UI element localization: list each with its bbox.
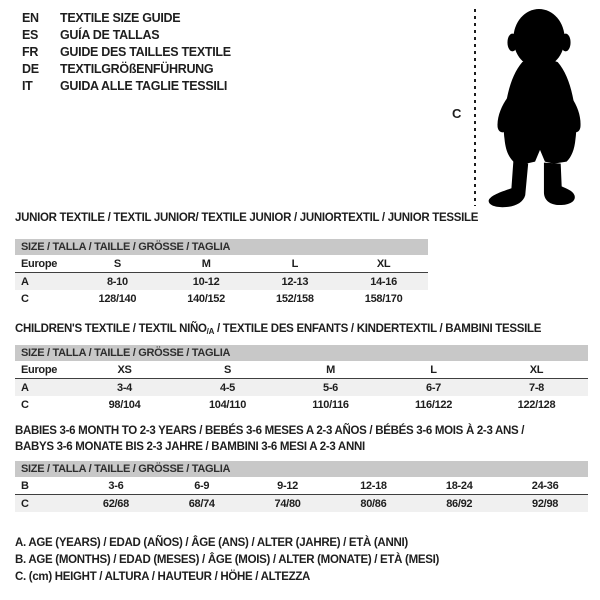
table-cell: 3-4 [73,379,176,397]
table-cell: S [113,257,121,270]
table-cell: 12-18 [360,479,387,492]
language-title: TEXTILE SIZE GUIDE [60,11,181,25]
row-label: C [15,495,73,513]
table-cell: 74/80 [245,495,331,513]
table-cell: 104/110 [208,398,247,411]
table-row-age-months [15,477,588,495]
language-code: IT [22,79,33,93]
junior-table-title: JUNIOR TEXTILE / TEXTIL JUNIOR/ TEXTILE JUNIOR / JUNIORTEXTIL / JUNIOR TESSILE [15,212,479,224]
table-row-age [15,273,428,291]
row-label: C [21,398,29,411]
language-row-it [22,78,231,95]
size-header-bar: SIZE / TALLA / TAILLE / GRÖSSE / TAGLIA [15,239,428,255]
title-part: / TEXTILE DES ENFANTS / KINDERTEXTIL / BAMBINI TESSILE [214,323,542,335]
table-cell: S [223,363,232,376]
language-code: EN [22,11,39,25]
legend-line-c: C. (cm) HEIGHT / ALTURA / HAUTEUR / HÖHE / ALTEZZA [15,571,311,583]
table-row-height [15,290,428,307]
table-cell: 122/128 [517,398,556,411]
table-cell: 10-12 [162,273,251,291]
babies-table-title [15,424,524,455]
babies-title-line2: BABYS 3-6 MONATE BIS 2-3 JAHRE / BAMBINI 3-6 MESI A 2-3 ANNI [15,440,365,453]
table-cell: XL [376,257,391,270]
language-code: FR [22,45,39,59]
table-cell: 5-6 [279,379,382,397]
table-cell: M [201,257,211,270]
table-cell: 4-5 [176,379,279,397]
table-cell: XS [117,363,132,376]
table-cell: 14-16 [339,273,428,291]
table-cell: 110/116 [312,398,349,411]
title-subscript: /A [206,327,215,336]
language-row-fr [22,44,231,61]
row-label: A [15,273,73,291]
row-label: Europe [21,363,58,376]
row-label: C [21,292,29,305]
size-header-bar: SIZE / TALLA / TAILLE / GRÖSSE / TAGLIA [15,461,588,477]
table-cell: 86/92 [416,495,502,513]
table-cell: 158/170 [364,292,403,305]
language-code: ES [22,28,39,42]
table-cell: 68/74 [159,495,245,513]
language-title: GUIDE DES TAILLES TEXTILE [60,45,231,59]
table-header-row [15,239,428,255]
table-cell: 3-6 [108,479,124,492]
table-cell: 116/122 [414,398,453,411]
table-row-age [15,379,588,397]
table-cell: L [291,257,299,270]
table-cell: 140/152 [187,292,225,305]
baby-silhouette-icon [482,5,598,208]
table-cell: 6-9 [194,479,210,492]
row-label: A [15,379,73,397]
babies-size-table [15,461,588,512]
table-cell: 12-13 [251,273,340,291]
legend-line-a: A. AGE (YEARS) / EDAD (AÑOS) / ÂGE (ANS) / ALTER (JAHRE) / ETÀ (ANNI) [15,537,408,549]
table-cell: 6-7 [382,379,485,397]
title-part: CHILDREN'S TEXTILE / TEXTIL NIÑO [15,323,207,335]
junior-size-table [15,239,428,307]
legend-line-b: B. AGE (MONTHS) / EDAD (MESES) / ÂGE (MOIS) / ALTER (MONATE) / ETÀ (MESI) [15,554,440,566]
height-measure-label: C [452,106,462,121]
language-title: GUÍA DE TALLAS [60,28,160,42]
table-cell: 98/104 [108,398,141,411]
table-cell: 92/98 [502,495,588,513]
table-cell: 128/140 [98,292,137,305]
table-row-height [15,495,588,513]
row-label: B [21,479,29,492]
table-cell: XL [529,363,544,376]
table-header-row [15,345,588,361]
table-cell: 18-24 [445,479,473,492]
language-row-de [22,61,231,78]
row-label: Europe [21,257,58,270]
language-row-es [22,27,231,44]
children-table-title [15,322,541,340]
language-title: TEXTILGRÖßENFÜHRUNG [60,62,214,76]
table-row-europe [15,361,588,379]
table-row-height [15,396,588,413]
table-cell: 8-10 [73,273,162,291]
children-size-table [15,345,588,413]
language-title: GUIDA ALLE TAGLIE TESSILI [60,79,228,93]
table-cell: 80/86 [330,495,416,513]
language-row-en [22,10,231,27]
table-cell: 152/158 [276,292,314,305]
babies-title-line1: BABIES 3-6 MONTH TO 2-3 YEARS / BEBÉS 3-6 MESES A 2-3 AÑOS / BÉBÉS 3-6 MOIS À 2-3 ANS / [15,425,525,437]
height-measure-line [474,9,476,206]
language-title-list [22,10,231,95]
table-cell: L [430,363,437,376]
table-cell: 24-36 [531,479,559,492]
language-code: DE [22,62,39,76]
table-header-row [15,461,588,477]
table-cell: M [326,363,335,376]
size-header-bar: SIZE / TALLA / TAILLE / GRÖSSE / TAGLIA [15,345,588,361]
table-row-europe [15,255,428,273]
table-cell: 62/68 [73,495,159,513]
table-cell: 9-12 [277,479,298,492]
table-cell: 7-8 [485,379,588,397]
measurement-legend [15,535,439,586]
